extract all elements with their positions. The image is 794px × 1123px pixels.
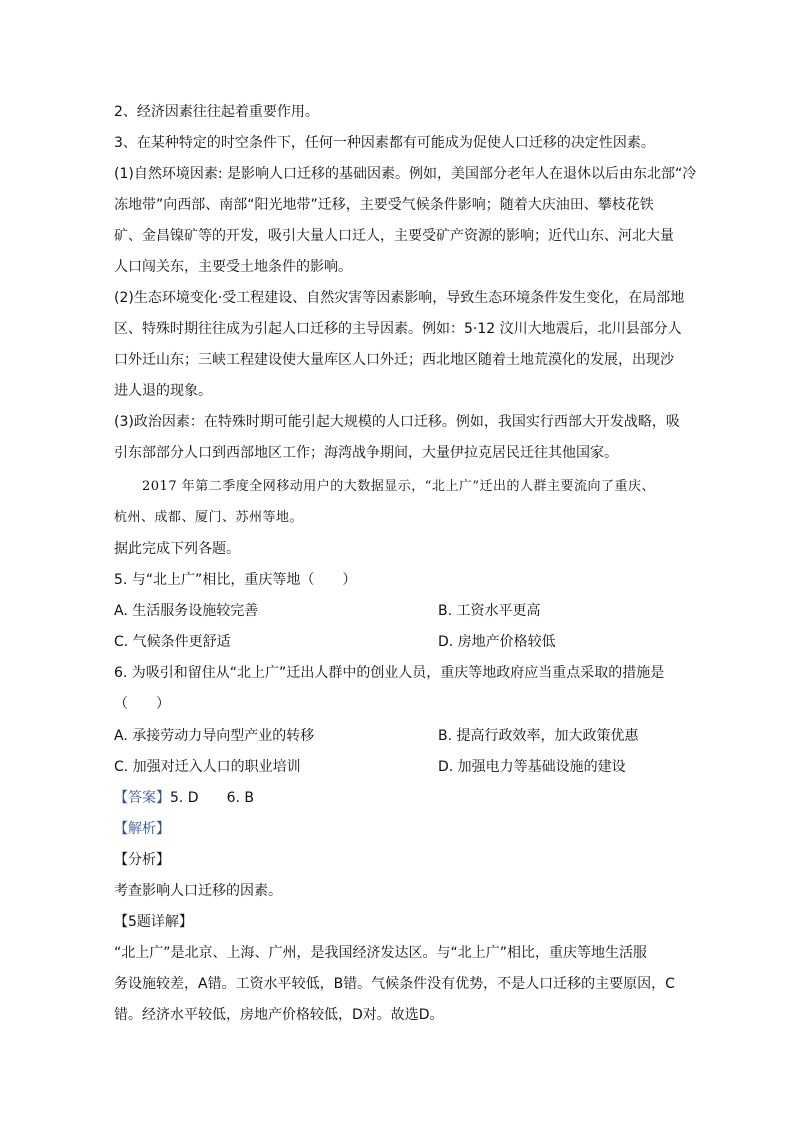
text-line: 区、特殊时期往往成为引起人口迁移的主导因素。例如：5·12 汶川大地震后，北川县部分人 (114, 321, 682, 337)
text-line: 人口闯关东，主要受土地条件的影响。 (114, 259, 352, 275)
fenxi-text: 考查影响人口迁移的因素。 (114, 883, 282, 899)
detail-line: 错。经济水平较低，房地产价格较低，D对。故选D。 (114, 1007, 444, 1023)
text-line: 进人退的现象。 (114, 383, 212, 399)
analysis-tag-text: 【解析】 (114, 821, 170, 837)
q5-option-d: D. 房地产价格较低 (438, 634, 556, 650)
q6-option-a: A. 承接劳动力导向型产业的转移 (114, 728, 315, 744)
answer-text: 5. D 6. B (170, 790, 254, 806)
text-line: 3、在某种特定的时空条件下，任何一种因素都有可能成为促使人口迁移的决定性因素。 (114, 135, 655, 151)
text-line: 口外迁山东；三峡工程建设使大量库区人口外迁；西北地区随着土地荒漠化的发展，出现沙 (114, 352, 674, 368)
answer-line (114, 788, 694, 808)
analysis-tag (114, 819, 694, 839)
detail-tag: 【5题详解】 (114, 914, 193, 930)
q6-option-b: B. 提高行政效率，加大政策优惠 (438, 728, 639, 744)
text-line: (2)生态环境变化·受工程建设、自然灾害等因素影响，导致生态环境条件发生变化，在局部地 (114, 290, 685, 306)
text-line: 2、经济因素往往起着重要作用。 (114, 104, 319, 120)
answer-tag: 【答案】 (114, 790, 170, 806)
text-line: 矿、金昌镍矿等的开发，吸引大量人口迁人，主要受矿产资源的影响；近代山东、河北大量 (114, 228, 674, 244)
instruction: 据此完成下列各题。 (114, 541, 240, 557)
detail-line: 务设施较差，A错。工资水平较低，B错。气候条件没有优势，不是人口迁移的主要原因，C (114, 976, 675, 992)
q6-option-c: C. 加强对迁入人口的职业培训 (114, 759, 301, 775)
question-5-stem: 5. 与“北上广”相比，重庆等地（ ） (114, 572, 357, 588)
text-line: 冻地带”向西部、南部“阳光地带”迁移，主要受气候条件影响；随着大庆油田、攀枝花铁 (114, 197, 654, 213)
material-line: 2017 年第二季度全网移动用户的大数据显示，“北上广”迁出的人群主要流向了重庆、 (142, 479, 656, 494)
text-line: (1)自然环境因素: 是影响人口迁移的基础因素。例如，美国部分老年人在退休以后由东北部“冷 (114, 166, 697, 182)
question-6-stem: 6. 为吸引和留住从“北上广”迁出人群中的创业人员，重庆等地政府应当重点采取的措施是 (114, 665, 665, 681)
q5-option-a: A. 生活服务设施较完善 (114, 603, 259, 619)
q6-option-d: D. 加强电力等基础设施的建设 (438, 759, 626, 775)
q5-option-b: B. 工资水平更高 (438, 603, 541, 619)
question-6-paren: （ ） (114, 696, 170, 712)
q5-option-c: C. 气候条件更舒适 (114, 634, 231, 650)
fenxi-tag: 【分析】 (114, 852, 170, 868)
material-line: 杭州、成都、厦门、苏州等地。 (114, 510, 304, 525)
detail-line: “北上广”是北京、上海、广州，是我国经济发达区。与“北上广”相比，重庆等地生活服 (114, 945, 648, 961)
text-line: 引东部部分人口到西部地区工作；海湾战争期间，大量伊拉克居民迁往其他国家。 (114, 445, 618, 461)
text-line: (3)政治因素：在特殊时期可能引起大规模的人口迁移。例如，我国实行西部大开发战略，吸 (114, 414, 680, 430)
